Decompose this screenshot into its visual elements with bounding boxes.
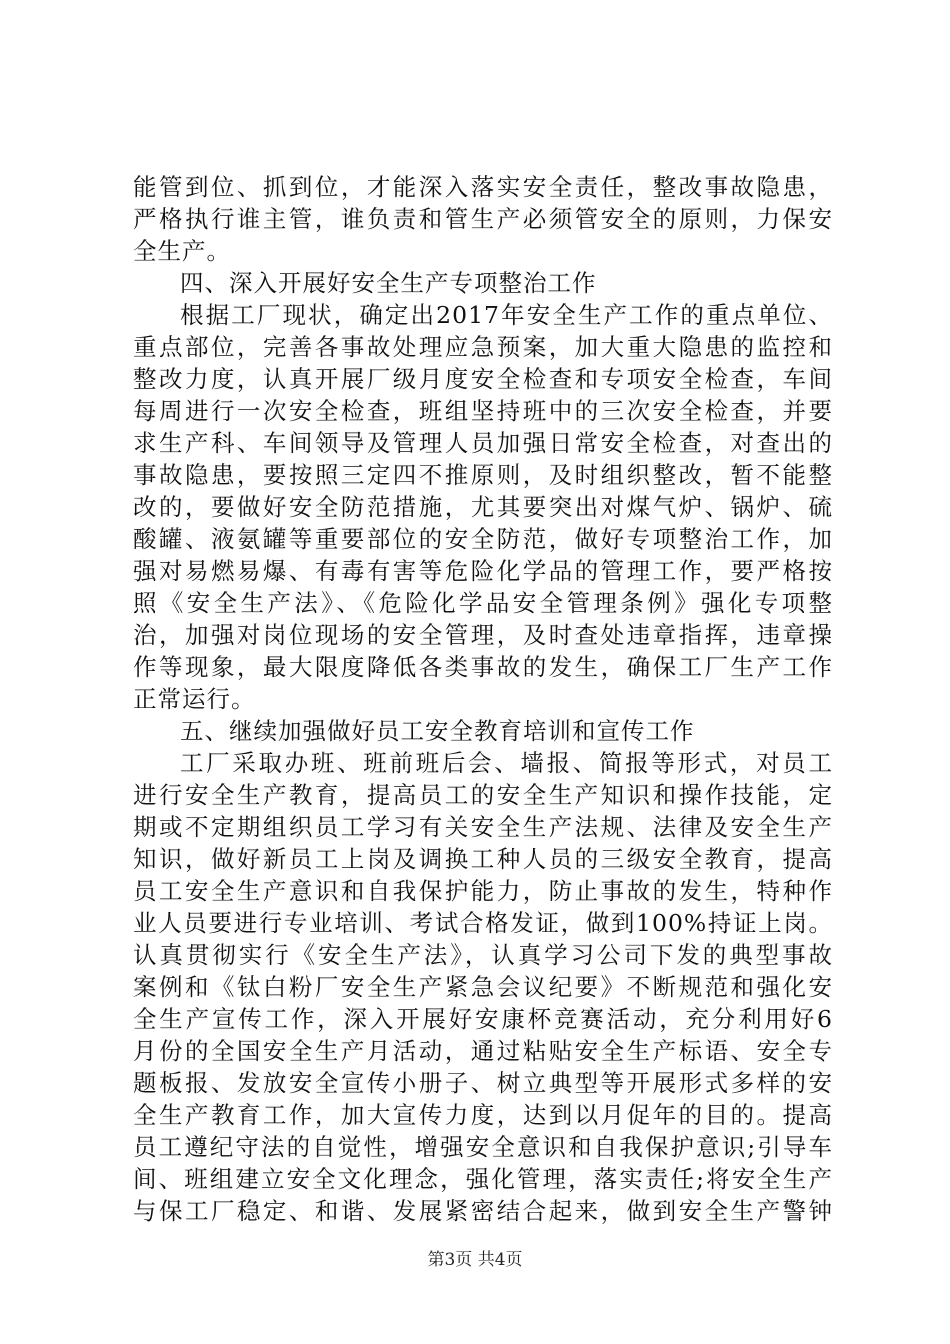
body-text-line: 求生产科、车间领导及管理人员加强日常安全检查，对查出的 (133, 429, 833, 457)
body-text-line: 作等现象，最大限度降低各类事故的发生，确保工厂生产工作 (133, 653, 833, 681)
body-text-line: 题板报、发放安全宣传小册子、树立典型等开展形式多样的安 (133, 1069, 833, 1097)
body-text-line: 全生产。 (133, 237, 231, 265)
body-text-line: 正常运行。 (133, 685, 256, 713)
body-text-line: 事故隐患，要按照三定四不推原则，及时组织整改，暂不能整 (133, 461, 833, 489)
body-text-line: 月份的全国安全生产月活动，通过粘贴安全生产标语、安全专 (133, 1037, 833, 1065)
section-heading: 四、深入开展好安全生产专项整治工作 (180, 269, 597, 297)
body-text-line: 全生产宣传工作，深入开展好安康杯竞赛活动，充分利用好6 (133, 1005, 833, 1033)
body-text-line: 照《安全生产法》、《危险化学品安全管理条例》强化专项整 (133, 589, 833, 617)
body-text-line: 酸罐、液氨罐等重要部位的安全防范，做好专项整治工作，加 (133, 525, 833, 553)
body-text-line: 每周进行一次安全检查，班组坚持班中的三次安全检查，并要 (133, 397, 833, 425)
body-text-line: 强对易燃易爆、有毒有害等危险化学品的管理工作，要严格按 (133, 557, 833, 585)
body-text-line: 重点部位，完善各事故处理应急预案，加大重大隐患的监控和 (133, 333, 833, 361)
body-text-line: 认真贯彻实行《安全生产法》，认真学习公司下发的典型事故 (133, 941, 833, 969)
body-text-line: 知识，做好新员工上岗及调换工种人员的三级安全教育，提高 (133, 845, 833, 873)
body-text-line: 治，加强对岗位现场的安全管理，及时查处违章指挥，违章操 (133, 621, 833, 649)
body-text-line: 与保工厂稳定、和谐、发展紧密结合起来，做到安全生产警钟 (133, 1197, 833, 1225)
body-text-line: 员工遵纪守法的自觉性，增强安全意识和自我保护意识;引导车 (133, 1133, 833, 1161)
section-heading: 五、继续加强做好员工安全教育培训和宣传工作 (180, 717, 695, 745)
body-text-line: 能管到位、抓到位，才能深入落实安全责任，整改事故隐患， (133, 173, 833, 201)
page-number-footer: 第3页 共4页 (427, 1250, 523, 1270)
body-text-line: 改的，要做好安全防范措施，尤其要突出对煤气炉、锅炉、硫 (133, 493, 833, 521)
body-text-line: 案例和《钛白粉厂安全生产紧急会议纪要》不断规范和强化安 (133, 973, 833, 1001)
body-text-line: 员工安全生产意识和自我保护能力，防止事故的发生，特种作 (133, 877, 833, 905)
body-text-line: 全生产教育工作，加大宣传力度，达到以月促年的目的。提高 (133, 1101, 833, 1129)
body-text-line: 进行安全生产教育，提高员工的安全生产知识和操作技能，定 (133, 781, 833, 809)
body-text-line: 工厂采取办班、班前班后会、墙报、简报等形式，对员工 (180, 749, 833, 777)
body-text-line: 整改力度，认真开展厂级月度安全检查和专项安全检查，车间 (133, 365, 833, 393)
body-text-line: 间、班组建立安全文化理念，强化管理，落实责任;将安全生产 (133, 1165, 833, 1193)
body-text-line: 根据工厂现状，确定出2017年安全生产工作的重点单位、 (180, 301, 833, 329)
body-text-line: 严格执行谁主管，谁负责和管生产必须管安全的原则，力保安 (133, 205, 833, 233)
body-text-line: 业人员要进行专业培训、考试合格发证，做到100%持证上岗。 (133, 909, 833, 937)
body-text-line: 期或不定期组织员工学习有关安全生产法规、法律及安全生产 (133, 813, 833, 841)
